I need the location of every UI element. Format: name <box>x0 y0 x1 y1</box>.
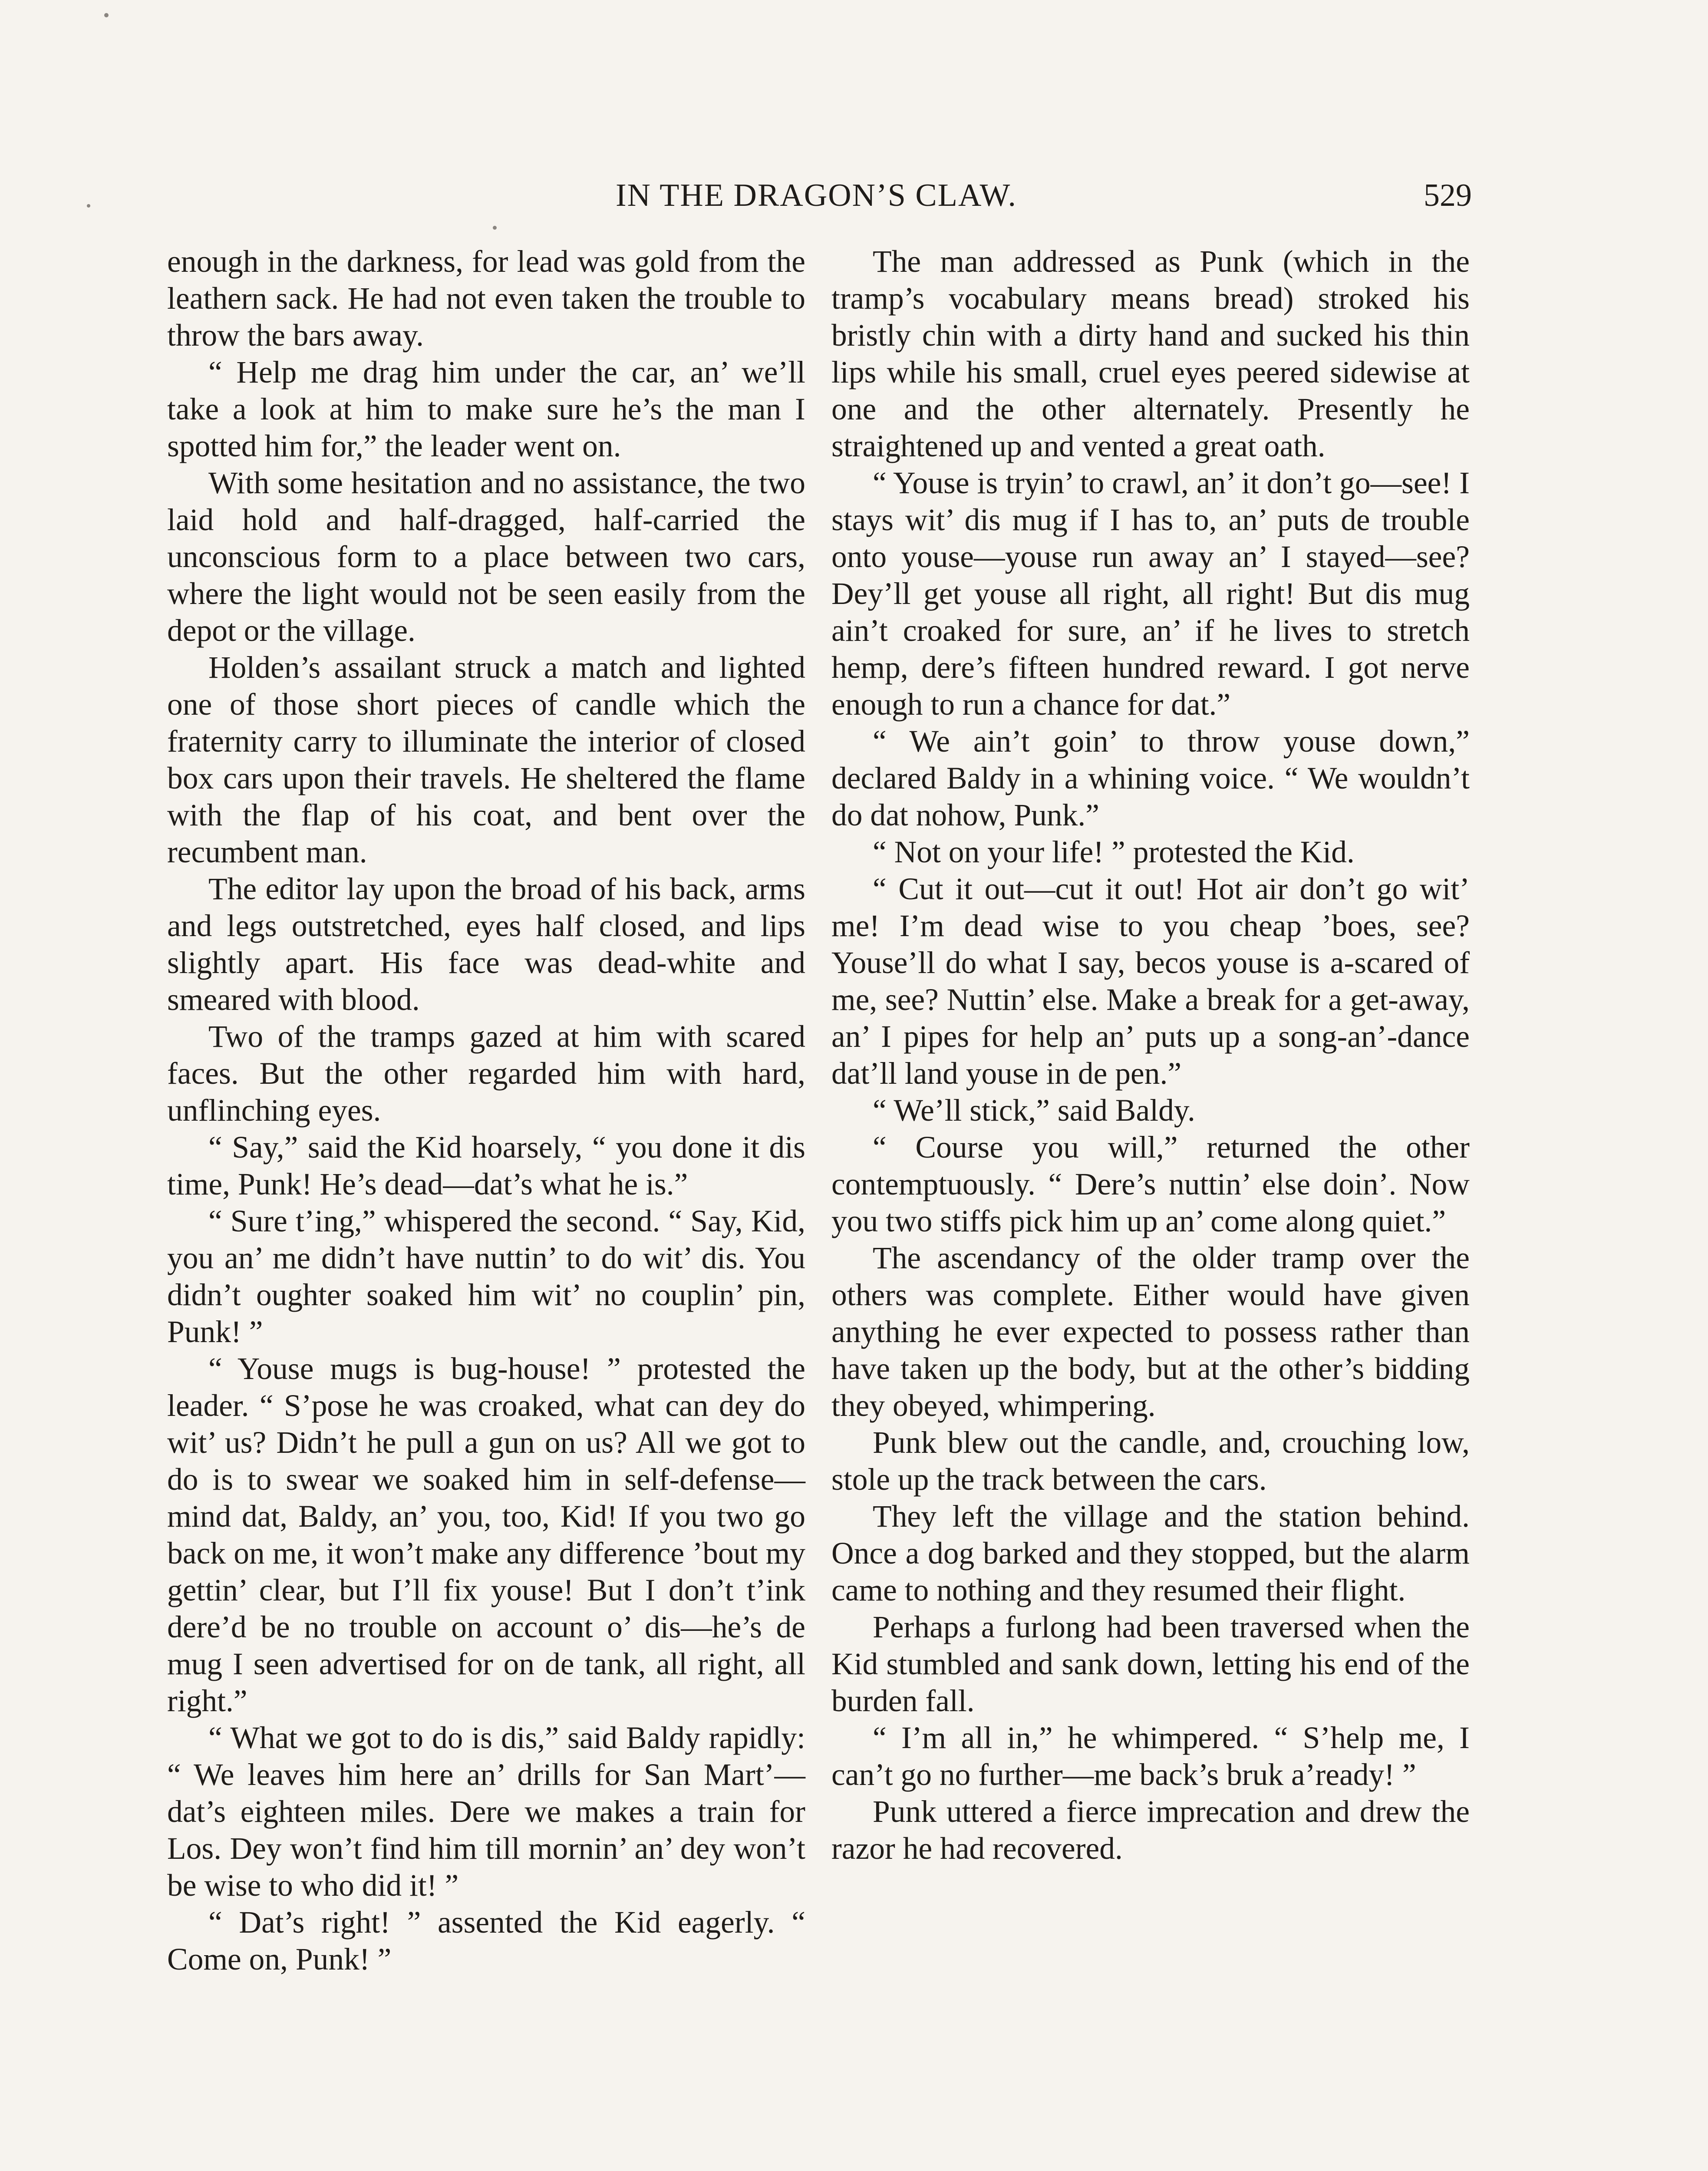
running-title: IN THE DRAGON’S CLAW. <box>615 178 1017 213</box>
right-column-paragraph: “ Course you will,” returned the other contemptuously. “ Dere’s nuttin’ else doin’. Now you two stiffs pick him up an’ come along quiet.” <box>831 1130 1470 1238</box>
right-column-paragraph: “ Youse is tryin’ to crawl, an’ it don’t go—see! I stays wit’ dis mug if I has to, an’ puts de trouble onto youse—youse run away an’ I stayed—see? Dey’ll get youse all right, all right! But dis mug ain’t croaked for sure, an’ if he lives to stretch hemp, dere’s fifteen hundred reward. I got nerve enough to run a chance for dat.” <box>831 466 1470 722</box>
left-column-paragraph: “ Sure t’ing,” whispered the second. “ Say, Kid, you an’ me didn’t have nuttin’ to do wit’ dis. You didn’t oughter soaked him wit’ no couplin’ pin, Punk! ” <box>167 1204 805 1349</box>
left-column-paragraph: “ Say,” said the Kid hoarsely, “ you done it dis time, Punk! He’s dead—dat’s what he is.” <box>167 1130 805 1201</box>
left-column-paragraph: With some hesitation and no assistance, the two laid hold and half-dragged, half-carried the unconscious form to a place between two cars, where the light would not be seen easily from the depot or the village. <box>167 466 805 648</box>
right-column-paragraph: Punk uttered a fierce imprecation and drew the razor he had recovered. <box>831 1795 1470 1866</box>
right-column-paragraph: “ Not on your life! ” protested the Kid. <box>873 835 1355 869</box>
right-column-paragraph: “ Cut it out—cut it out! Hot air don’t go wit’ me! I’m dead wise to you cheap ’boes, see? Youse’ll do what I say, becos youse is a-scared of me, see? Nuttin’ else. Make a break for a get-away, an’ I pipes for help an’ puts up a song-an’-dance dat’ll land youse in de pen.” <box>831 872 1470 1091</box>
left-column-paragraph: “ Youse mugs is bug-house! ” protested the leader. “ S’pose he was croaked, what can dey do wit’ us? Didn’t he pull a gun on us? All we got to do is to swear we soaked him in self-defense—mind dat, Baldy, an’ you, too, Kid! If you two go back on me, it won’t make any difference ’bout my gettin’ clear, but I’ll fix youse! But I don’t t’ink dere’d be no trouble on account o’ dis—he’s de mug I seen advertised for on de tank, all right, all right.” <box>167 1352 805 1718</box>
page-number: 529 <box>1424 178 1472 213</box>
left-column-paragraph: “ Help me drag him under the car, an’ we’ll take a look at him to make sure he’s the man I spotted him for,” the leader went on. <box>167 355 805 463</box>
page-header <box>161 174 1472 217</box>
right-column-paragraph: The ascendancy of the older tramp over the others was complete. Either would have given anything he ever expected to possess rather than have taken up the body, but at the other’s bidding they obeyed, whimpering. <box>831 1241 1470 1423</box>
left-column-paragraph: “ Dat’s right! ” assented the Kid eagerly. “ Come on, Punk! ” <box>167 1905 805 1976</box>
paper-speck <box>87 204 90 208</box>
right-column-paragraph: The man addressed as Punk (which in the tramp’s vocabulary means bread) stroked his bristly chin with a dirty hand and sucked his thin lips while his small, cruel eyes peered sidewise at one and the other alternately. Presently he straightened up and vented a great oath. <box>831 244 1470 463</box>
right-column-paragraph: “ We’ll stick,” said Baldy. <box>873 1093 1195 1128</box>
left-column-paragraph: enough in the darkness, for lead was gold from the leathern sack. He had not even taken the trouble to throw the bars away. <box>167 244 805 353</box>
paper-speck <box>493 226 497 230</box>
paper-speck <box>104 13 109 17</box>
right-column-paragraph: Punk blew out the candle, and, crouching low, stole up the track between the cars. <box>831 1425 1470 1497</box>
right-column-paragraph: Perhaps a furlong had been traversed when the Kid stumbled and sank down, letting his end of the burden fall. <box>831 1610 1470 1718</box>
left-column-paragraph: “ What we got to do is dis,” said Baldy rapidly: “ We leaves him here an’ drills for San Mart’—dat’s eighteen miles. Dere we makes a train for Los. Dey won’t find him till mornin’ an’ dey won’t be wise to who did it! ” <box>167 1721 805 1903</box>
left-column-paragraph: The editor lay upon the broad of his back, arms and legs outstretched, eyes half closed, and lips slightly apart. His face was dead-white and smeared with blood. <box>167 872 805 1017</box>
left-column-paragraph: Two of the tramps gazed at him with scared faces. But the other regarded him with hard, unflinching eyes. <box>167 1020 805 1128</box>
right-column-paragraph: “ I’m all in,” he whimpered. “ S’help me, I can’t go no further—me back’s bruk a’ready! ” <box>831 1721 1470 1792</box>
right-column-paragraph: “ We ain’t goin’ to throw youse down,” declared Baldy in a whining voice. “ We wouldn’t do dat nohow, Punk.” <box>831 724 1470 832</box>
right-column-paragraph: They left the village and the station behind. Once a dog barked and they stopped, but the alarm came to nothing and they resumed their flight. <box>831 1499 1470 1607</box>
right-column <box>831 243 1470 1867</box>
left-column-paragraph: Holden’s assailant struck a match and lighted one of those short pieces of candle which the fraternity carry to illuminate the interior of closed box cars upon their travels. He sheltered the flame with the flap of his coat, and bent over the recumbent man. <box>167 650 805 869</box>
left-column <box>167 243 805 1978</box>
